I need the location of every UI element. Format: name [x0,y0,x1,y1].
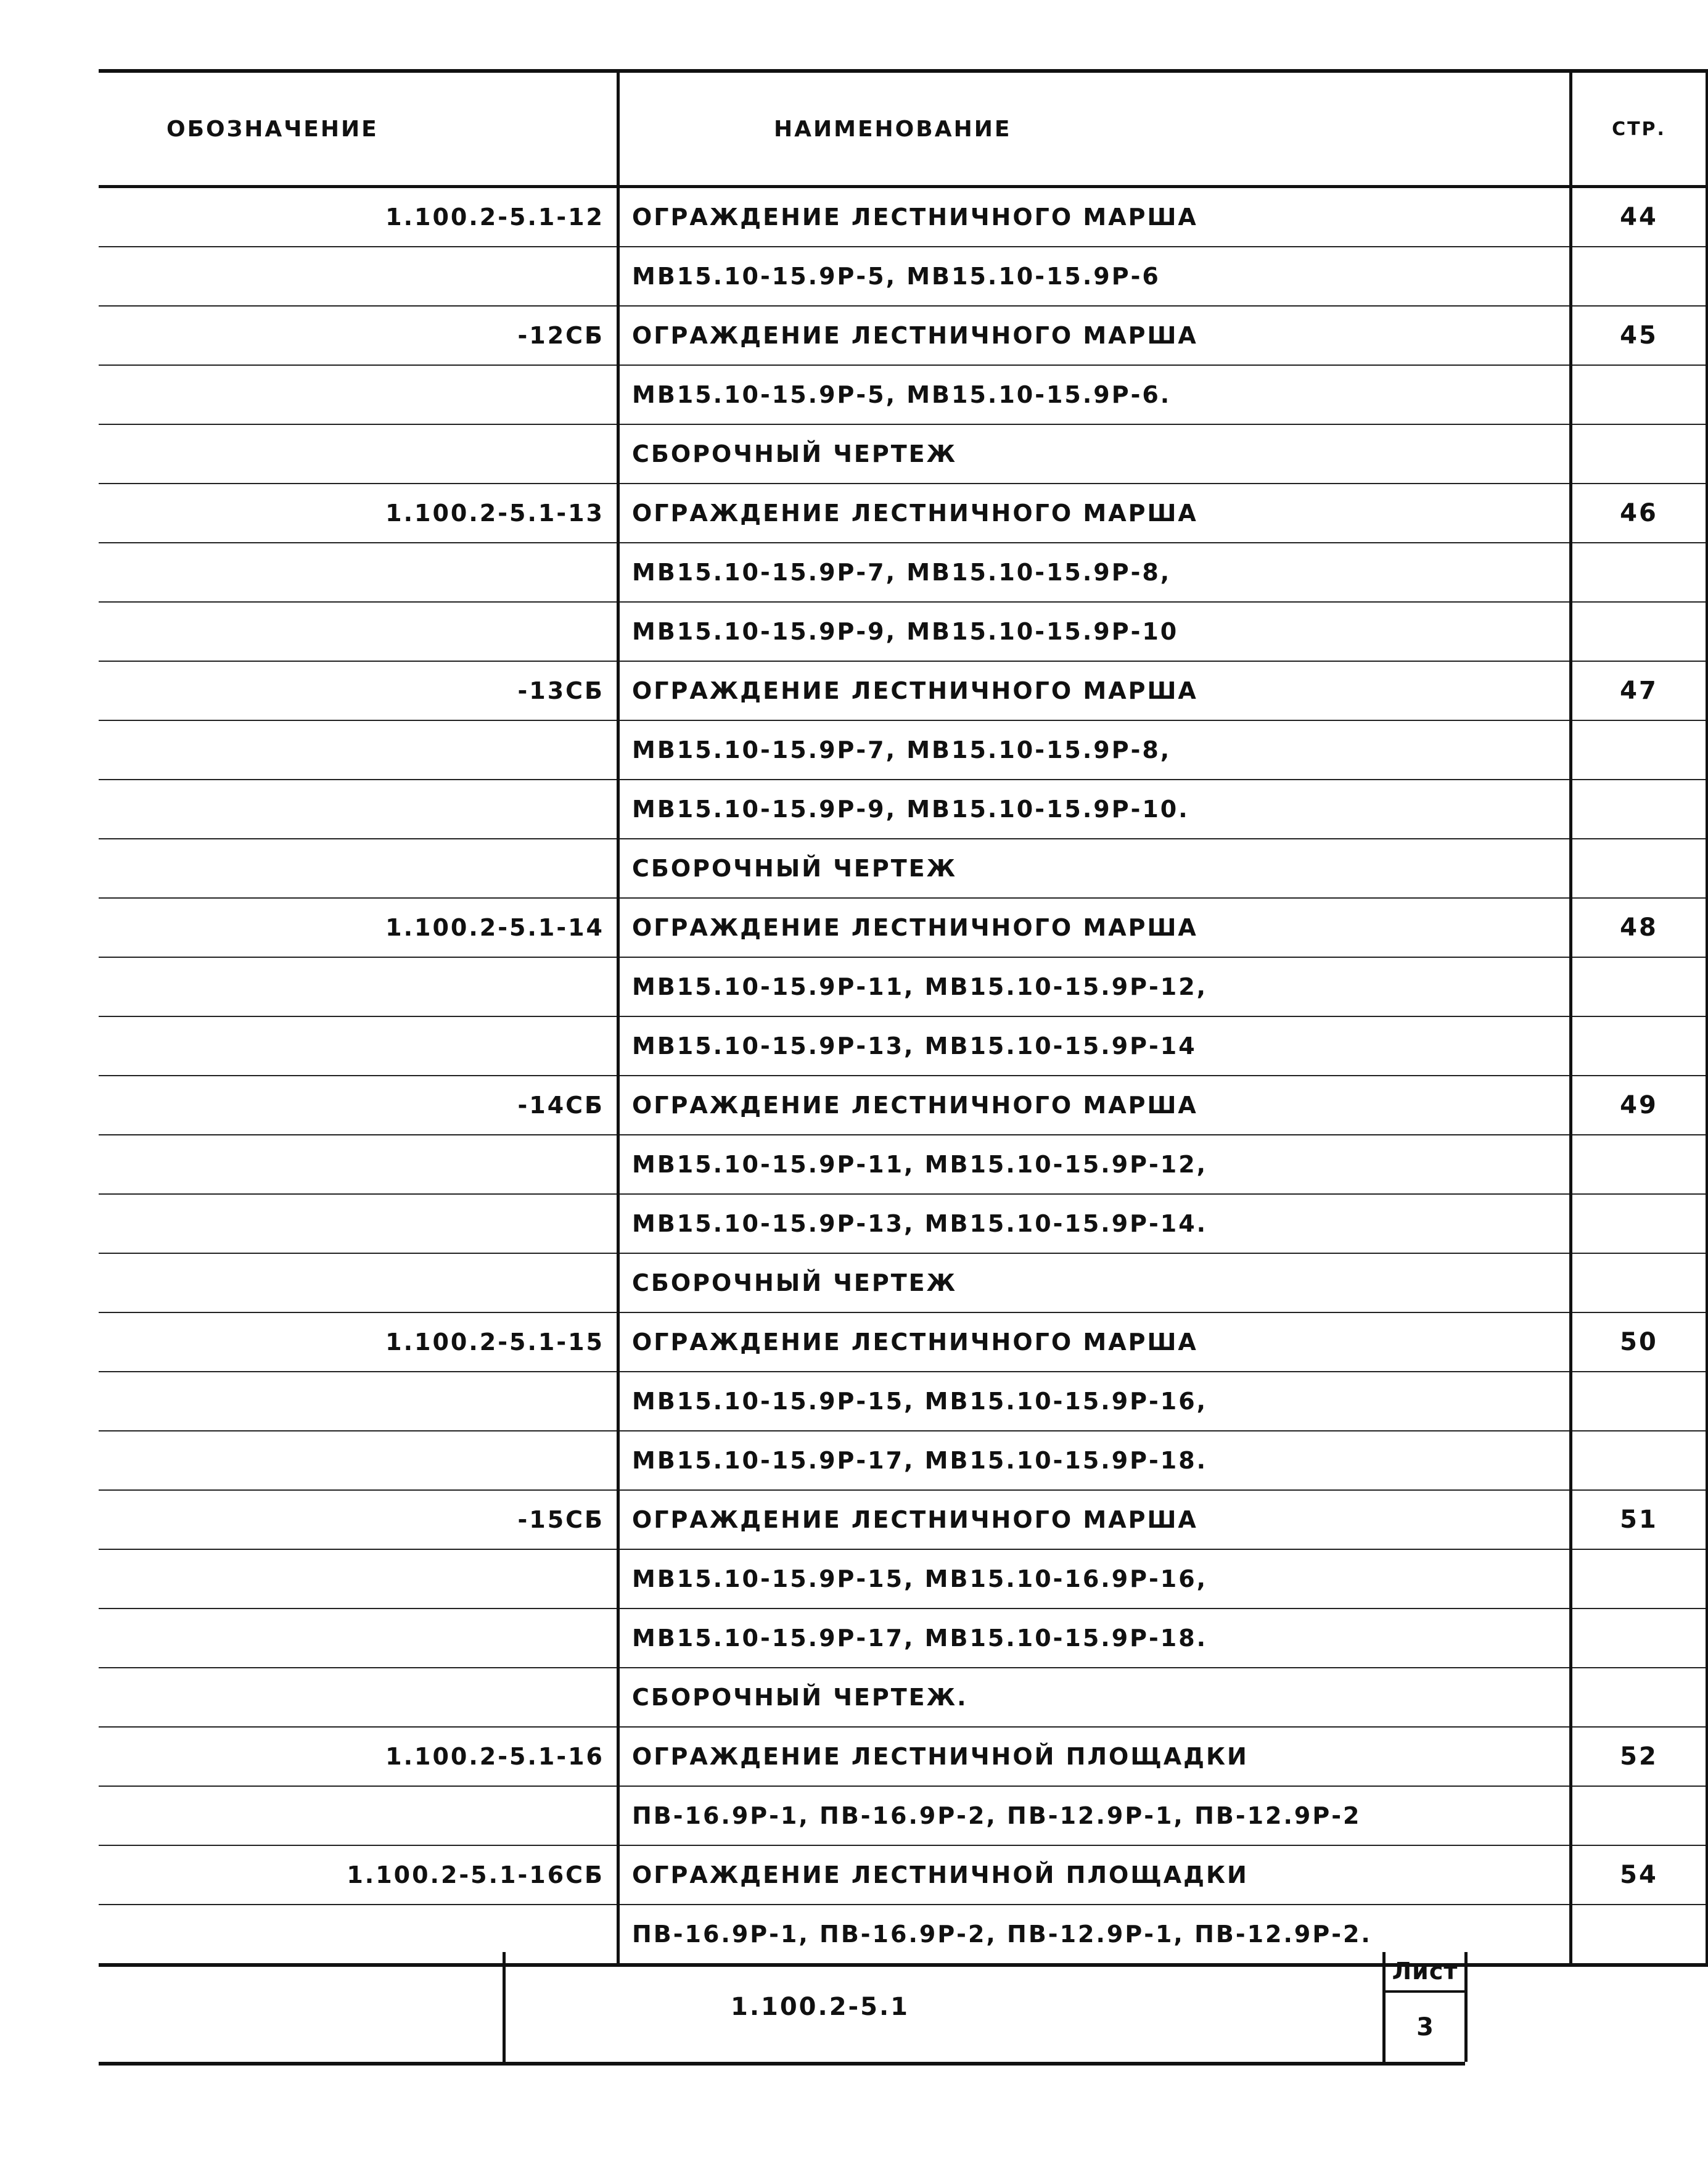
table-row [99,1786,1707,1845]
title-block-code-cell [506,1952,1480,2062]
table-row [99,1194,1707,1253]
table-header-row [99,71,1707,187]
row-page [1571,247,1707,306]
row-code [99,1668,618,1727]
row-page [1571,1609,1707,1668]
row-name: ОГРАЖДЕНИЕ ЛЕСТНИЧНОГО МАРША [618,1076,1571,1135]
row-page: 49 [1571,1076,1707,1135]
table-body [99,187,1707,1966]
title-block [99,1952,1465,2066]
row-page: 45 [1571,306,1707,365]
document-code: 1.100.2-5.1 [730,1993,909,2021]
row-name: МВ15.10-15.9Р-13, МВ15.10-15.9Р-14. [618,1194,1571,1253]
row-code [99,1194,618,1253]
row-code [99,1431,618,1490]
row-name: СБОРОЧНЫЙ ЧЕРТЕЖ [618,1253,1571,1312]
row-page [1571,780,1707,839]
table-row [99,1845,1707,1905]
row-page [1571,1786,1707,1845]
row-code [99,1135,618,1194]
row-name: МВ15.10-15.9Р-17, МВ15.10-15.9Р-18. [618,1431,1571,1490]
row-name: МВ15.10-15.9Р-11, МВ15.10-15.9Р-12, [618,957,1571,1016]
sheet-label: Лист [1386,1952,1464,1993]
row-code: -14СБ [99,1076,618,1135]
header-code: ОБОЗНАЧЕНИЕ [99,71,618,187]
row-code [99,780,618,839]
table-row [99,780,1707,839]
row-page [1571,1372,1707,1431]
row-page [1571,365,1707,424]
row-code [99,839,618,898]
row-page [1571,543,1707,602]
row-page [1571,1016,1707,1076]
table-row [99,1312,1707,1372]
row-page: 46 [1571,484,1707,543]
row-name: МВ15.10-15.9Р-9, МВ15.10-15.9Р-10 [618,602,1571,661]
row-code: 1.100.2-5.1-15 [99,1312,618,1372]
table-row [99,1549,1707,1609]
row-name: ПВ-16.9Р-1, ПВ-16.9Р-2, ПВ-12.9Р-1, ПВ-12.9Р-2. [618,1905,1571,1965]
sheet-box [1382,1952,1468,2062]
row-name: ОГРАЖДЕНИЕ ЛЕСТНИЧНОЙ ПЛОЩАДКИ [618,1845,1571,1905]
row-name: МВ15.10-15.9Р-17, МВ15.10-15.9Р-18. [618,1609,1571,1668]
row-page [1571,1549,1707,1609]
row-code [99,1016,618,1076]
row-page [1571,720,1707,780]
row-code: -13СБ [99,661,618,720]
row-code: 1.100.2-5.1-16СБ [99,1845,618,1905]
row-page: 52 [1571,1727,1707,1786]
header-page: СТР. [1571,71,1707,187]
table-row [99,484,1707,543]
row-name: МВ15.10-15.9Р-15, МВ15.10-16.9Р-16, [618,1549,1571,1609]
row-code [99,365,618,424]
table-row [99,1016,1707,1076]
row-name: ОГРАЖДЕНИЕ ЛЕСТНИЧНОГО МАРША [618,1490,1571,1549]
row-code: -15СБ [99,1490,618,1549]
table-row [99,1490,1707,1549]
row-page: 48 [1571,898,1707,957]
table-row [99,365,1707,424]
row-page: 50 [1571,1312,1707,1372]
row-code [99,1549,618,1609]
row-code [99,1253,618,1312]
table-row [99,1135,1707,1194]
row-name: ОГРАЖДЕНИЕ ЛЕСТНИЧНОГО МАРША [618,306,1571,365]
title-block-blank-cell [99,1952,506,2062]
row-page [1571,1668,1707,1727]
row-code [99,543,618,602]
row-page [1571,602,1707,661]
header-name: НАИМЕНОВАНИЕ [618,71,1571,187]
table-row [99,1253,1707,1312]
row-name: ОГРАЖДЕНИЕ ЛЕСТНИЧНОГО МАРША [618,898,1571,957]
table-row [99,720,1707,780]
table-row [99,1609,1707,1668]
row-page [1571,1253,1707,1312]
table-row [99,839,1707,898]
row-page: 47 [1571,661,1707,720]
row-page [1571,839,1707,898]
row-name: МВ15.10-15.9Р-9, МВ15.10-15.9Р-10. [618,780,1571,839]
row-name: МВ15.10-15.9Р-7, МВ15.10-15.9Р-8, [618,543,1571,602]
row-code [99,1786,618,1845]
contents-table [99,69,1708,1967]
row-code [99,720,618,780]
row-name: МВ15.10-15.9Р-5, МВ15.10-15.9Р-6. [618,365,1571,424]
row-name: СБОРОЧНЫЙ ЧЕРТЕЖ [618,424,1571,484]
table-row [99,1431,1707,1490]
table-row [99,1727,1707,1786]
row-code [99,247,618,306]
table-row [99,957,1707,1016]
row-code [99,1372,618,1431]
row-page: 44 [1571,187,1707,247]
row-code: 1.100.2-5.1-13 [99,484,618,543]
row-code: 1.100.2-5.1-14 [99,898,618,957]
row-code: -12СБ [99,306,618,365]
row-page: 51 [1571,1490,1707,1549]
row-name: ОГРАЖДЕНИЕ ЛЕСТНИЧНОГО МАРША [618,1312,1571,1372]
row-page [1571,957,1707,1016]
table-row [99,1372,1707,1431]
row-name: СБОРОЧНЫЙ ЧЕРТЕЖ [618,839,1571,898]
row-name: МВ15.10-15.9Р-5, МВ15.10-15.9Р-6 [618,247,1571,306]
row-page: 54 [1571,1845,1707,1905]
row-name: ОГРАЖДЕНИЕ ЛЕСТНИЧНОЙ ПЛОЩАДКИ [618,1727,1571,1786]
row-code: 1.100.2-5.1-12 [99,187,618,247]
row-code [99,957,618,1016]
row-code: 1.100.2-5.1-16 [99,1727,618,1786]
row-page [1571,424,1707,484]
row-name: МВ15.10-15.9Р-11, МВ15.10-15.9Р-12, [618,1135,1571,1194]
row-name: МВ15.10-15.9Р-13, МВ15.10-15.9Р-14 [618,1016,1571,1076]
row-page [1571,1905,1707,1965]
row-name: ОГРАЖДЕНИЕ ЛЕСТНИЧНОГО МАРША [618,661,1571,720]
table-row [99,187,1707,247]
row-name: СБОРОЧНЫЙ ЧЕРТЕЖ. [618,1668,1571,1727]
row-name: ОГРАЖДЕНИЕ ЛЕСТНИЧНОГО МАРША [618,484,1571,543]
row-code [99,424,618,484]
sheet-number: 3 [1416,2013,1434,2041]
table-row [99,247,1707,306]
row-name: ПВ-16.9Р-1, ПВ-16.9Р-2, ПВ-12.9Р-1, ПВ-12.9Р-2 [618,1786,1571,1845]
table-row [99,1076,1707,1135]
table-row [99,661,1707,720]
row-page [1571,1135,1707,1194]
row-page [1571,1431,1707,1490]
document-sheet [99,69,1666,1967]
table-row [99,543,1707,602]
row-code [99,1609,618,1668]
row-name: МВ15.10-15.9Р-15, МВ15.10-15.9Р-16, [618,1372,1571,1431]
row-name: ОГРАЖДЕНИЕ ЛЕСТНИЧНОГО МАРША [618,187,1571,247]
table-row [99,1668,1707,1727]
table-row [99,898,1707,957]
table-row [99,602,1707,661]
table-row [99,424,1707,484]
row-name: МВ15.10-15.9Р-7, МВ15.10-15.9Р-8, [618,720,1571,780]
table-row [99,306,1707,365]
row-code [99,602,618,661]
row-page [1571,1194,1707,1253]
